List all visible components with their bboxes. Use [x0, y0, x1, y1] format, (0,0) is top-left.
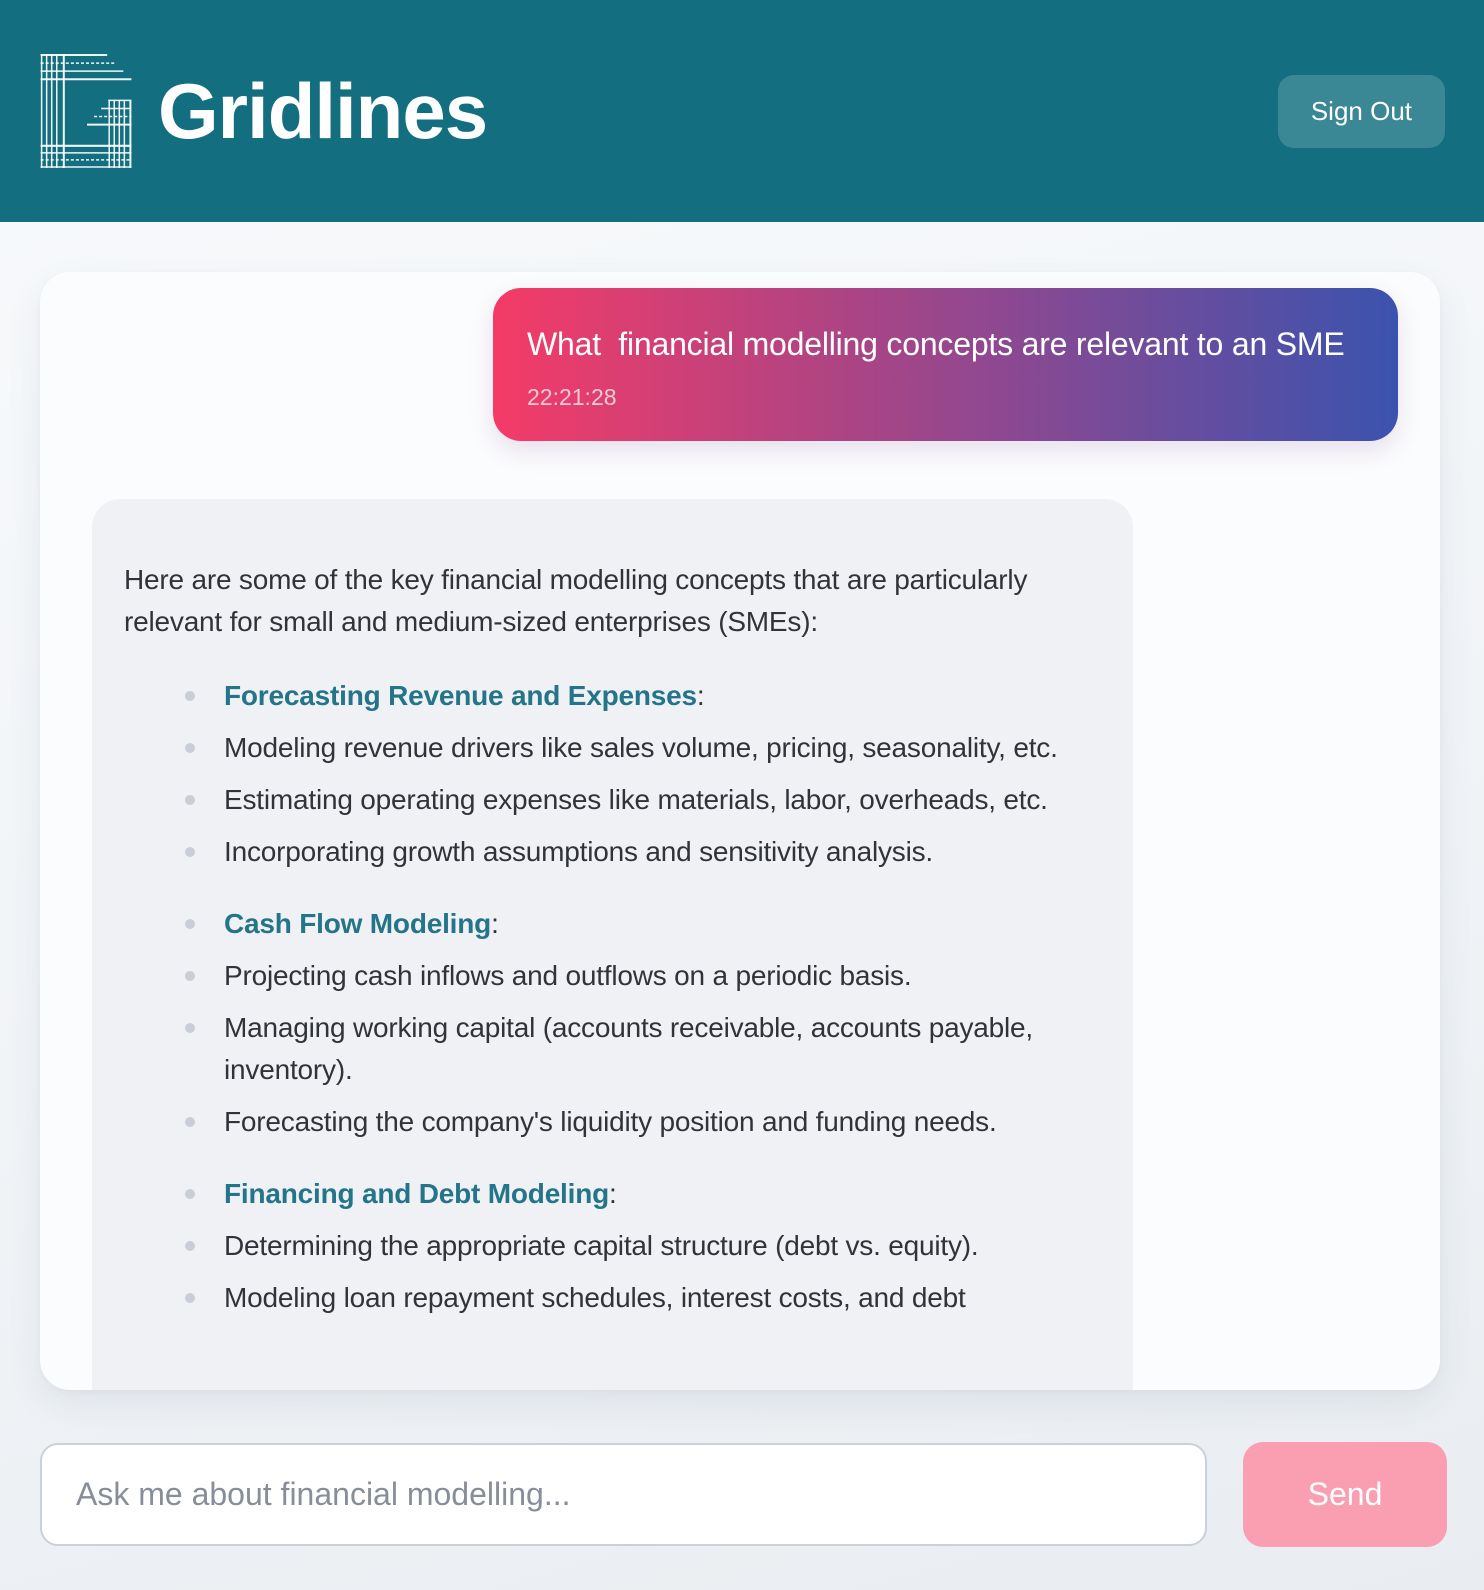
section-title-text: Forecasting Revenue and Expenses [224, 680, 697, 711]
section-title-colon: : [491, 908, 499, 939]
list-item: Modeling revenue drivers like sales volume, pricing, seasonality, etc. [124, 727, 1099, 769]
section-title-colon: : [696, 680, 705, 711]
message-input[interactable] [40, 1443, 1207, 1546]
chat-card [40, 272, 1440, 1390]
section-title-text: Financing and Debt Modeling [224, 1178, 610, 1209]
brand-title: Gridlines [158, 66, 488, 155]
user-message-bubble [493, 288, 1398, 441]
list-item: Incorporating growth assumptions and sensitivity analysis. [124, 831, 1099, 873]
list-section-title [124, 903, 1099, 945]
bot-message-list [124, 675, 1099, 1319]
list-item: Modeling loan repayment schedules, interest costs, and debt [124, 1277, 1099, 1319]
list-item: Estimating operating expenses like materials, labor, overheads, etc. [124, 779, 1099, 821]
section-title-colon: : [609, 1178, 617, 1209]
bot-message-intro: Here are some of the key financial modelling concepts that are particularly relevant for small and medium-sized enterprises (SMEs): [124, 564, 1028, 637]
sign-out-button[interactable]: Sign Out [1278, 75, 1445, 148]
send-button[interactable]: Send [1243, 1442, 1447, 1547]
gridlines-logo-icon [40, 54, 132, 168]
section-title-text: Cash Flow Modeling [224, 908, 492, 939]
app-header [0, 0, 1484, 222]
list-section-title [124, 675, 1099, 717]
list-item: Projecting cash inflows and outflows on a periodic basis. [124, 955, 1099, 997]
user-message-timestamp: 22:21:28 [527, 384, 617, 410]
list-item: Forecasting the company's liquidity position and funding needs. [124, 1101, 1099, 1143]
list-item: Managing working capital (accounts receivable, accounts payable, inventory). [124, 1007, 1099, 1091]
bot-message-bubble [92, 499, 1133, 1390]
list-item: Determining the appropriate capital structure (debt vs. equity). [124, 1225, 1099, 1267]
user-message-text: What financial modelling concepts are relevant to an SME [527, 326, 1345, 362]
list-section-title [124, 1173, 1099, 1215]
